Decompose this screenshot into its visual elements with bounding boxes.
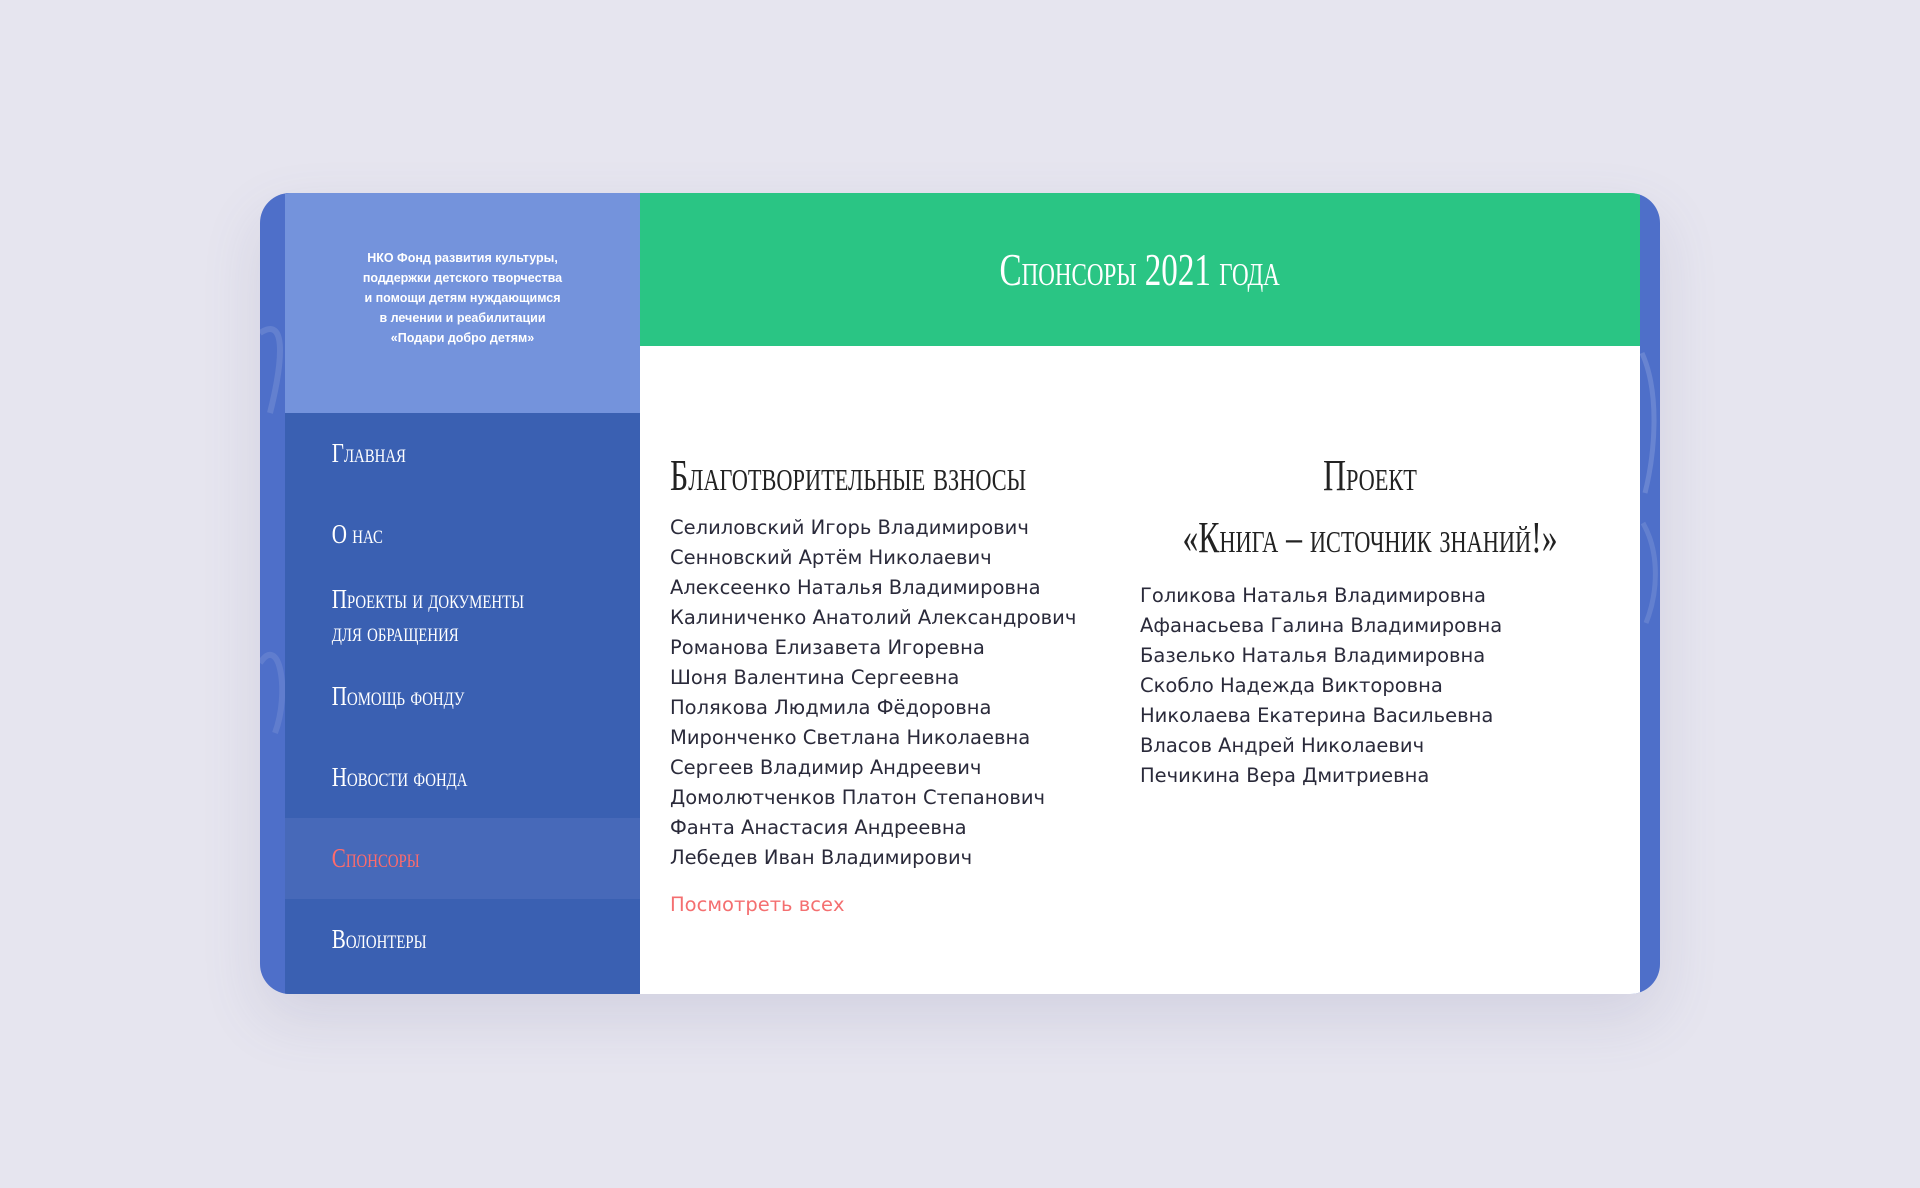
nav-label: Помощь фонду (331, 681, 465, 711)
main-nav (285, 413, 640, 980)
nav-item-volunteers[interactable] (285, 899, 640, 980)
list-item: Базелько Наталья Владимировна (1140, 644, 1486, 667)
list-item: Скобло Надежда Викторовна (1140, 674, 1443, 697)
page-title: Спонсоры 2021 года (999, 244, 1281, 295)
charity-heading: Благотворительные взносы (670, 451, 1027, 500)
see-all-link[interactable]: Посмотреть всех (670, 893, 845, 916)
list-item: Лебедев Иван Владимирович (670, 846, 973, 869)
nav-label: О нас (331, 519, 383, 549)
list-item: Селиловский Игорь Владимирович (670, 516, 1029, 539)
project-section (1130, 453, 1610, 791)
list-item: Алексеенко Наталья Владимировна (670, 576, 1041, 599)
org-logo-block[interactable] (285, 193, 640, 413)
project-heading (1111, 445, 1629, 569)
project-sponsor-list (1130, 581, 1610, 791)
nav-row-sponsors (285, 818, 640, 899)
list-item: Полякова Людмила Фёдоровна (670, 696, 992, 719)
list-item: Печикина Вера Дмитриевна (1140, 764, 1430, 787)
sidebar (285, 193, 640, 994)
nav-label: Главная (331, 438, 406, 468)
org-name: НКО Фонд развития культуры, поддержки детского творчества и помощи детям нуждающимся в лечении и реабилитации «Подари добро детям» (362, 251, 563, 345)
nav-row-about (285, 494, 640, 575)
list-item: Калиниченко Анатолий Александрович (670, 606, 1077, 629)
list-item: Сергеев Владимир Андреевич (670, 756, 982, 779)
project-heading-line2: «Книга – источник знаний!» (1182, 513, 1558, 562)
list-item: Фанта Анастасия Андреевна (670, 816, 967, 839)
nav-row-volunteers (285, 899, 640, 980)
nav-item-help[interactable] (285, 656, 640, 737)
list-item: Романова Елизавета Игоревна (670, 636, 985, 659)
charity-section (670, 453, 1110, 916)
nav-item-home[interactable] (285, 413, 640, 494)
nav-label: Проекты и документы для обращения (331, 583, 525, 647)
nav-item-sponsors[interactable] (285, 818, 640, 899)
list-item: Домолютченков Платон Степанович (670, 786, 1046, 809)
nav-label: Новости фонда (331, 762, 468, 792)
charity-sponsor-list (670, 513, 1110, 873)
list-item: Сенновский Артём Николаевич (670, 546, 992, 569)
list-item: Николаева Екатерина Васильевна (1140, 704, 1494, 727)
nav-label: Спонсоры (331, 843, 420, 873)
nav-row-home (285, 413, 640, 494)
nav-row-help (285, 656, 640, 737)
list-item: Власов Андрей Николаевич (1140, 734, 1425, 757)
main-content (640, 193, 1640, 994)
nav-item-projects[interactable] (285, 575, 640, 656)
list-item: Миронченко Светлана Николаевна (670, 726, 1031, 749)
list-item: Голикова Наталья Владимировна (1140, 584, 1486, 607)
page-header (640, 193, 1640, 346)
nav-item-about[interactable] (285, 494, 640, 575)
project-heading-line1: Проект (1323, 451, 1417, 500)
nav-label: Волонтеры (331, 924, 427, 954)
nav-row-news (285, 737, 640, 818)
list-item: Афанасьева Галина Владимировна (1140, 614, 1503, 637)
list-item: Шоня Валентина Сергеевна (670, 666, 960, 689)
site-card (260, 193, 1660, 994)
nav-row-projects (285, 575, 640, 656)
nav-item-news[interactable] (285, 737, 640, 818)
